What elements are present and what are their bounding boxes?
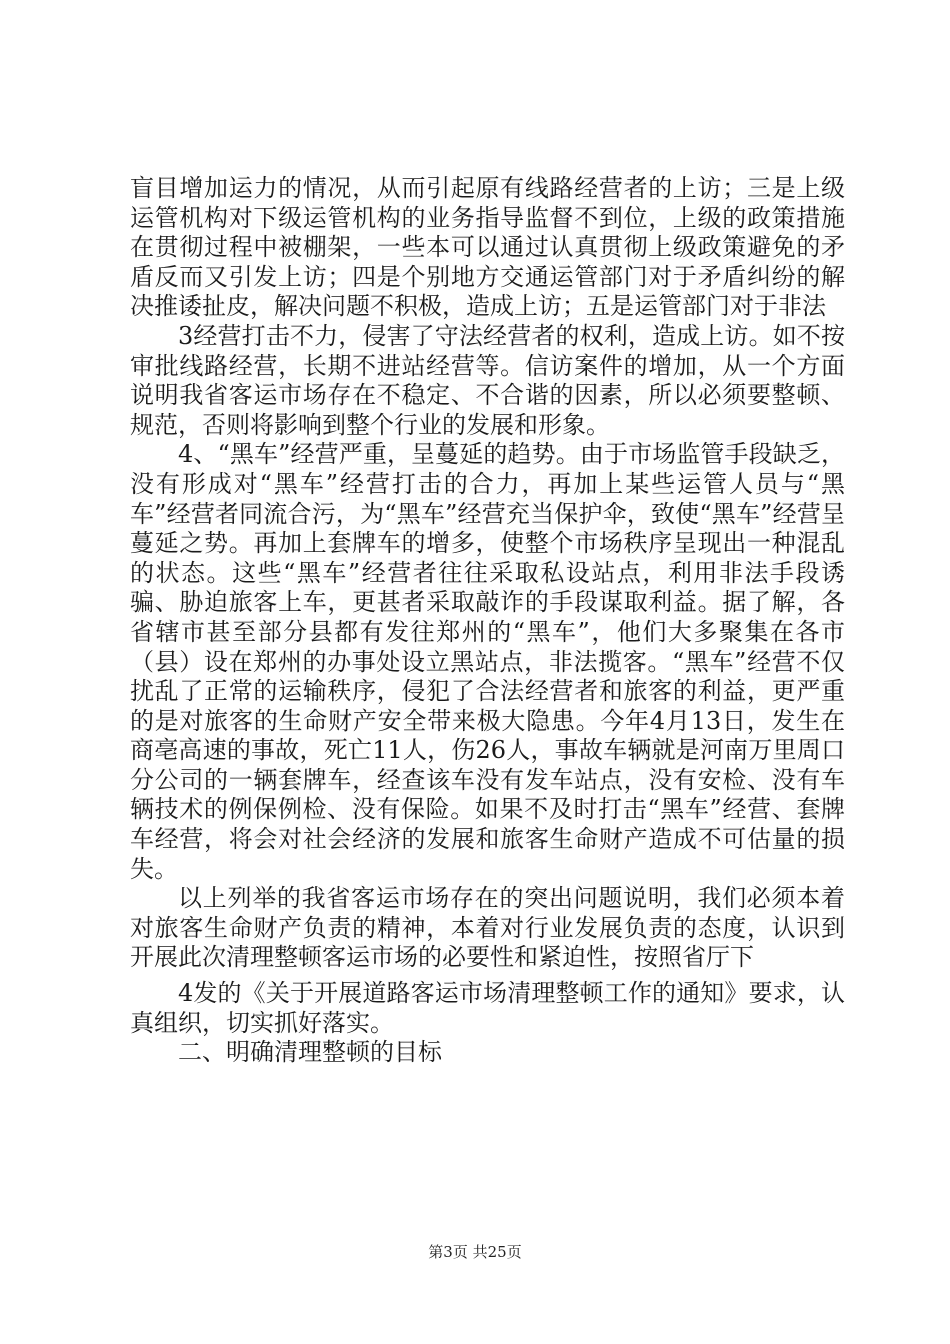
paragraph-notice: 4发的《关于开展道路客运市场清理整顿工作的通知》要求，认真组织，切实抓好落实。 bbox=[130, 979, 845, 1037]
paragraph-summary: 以上列举的我省客运市场存在的突出问题说明，我们必须本着对旅客生命财产负责的精神，本着对行业发展负责的态度，认识到开展此次清理整顿客运市场的必要性和紧迫性，按照省厅下 bbox=[130, 884, 845, 972]
document-body bbox=[130, 174, 845, 1068]
paragraph-continuation: 盲目增加运力的情况，从而引起原有线路经营者的上访；三是上级运管机构对下级运管机构的业务指导监督不到位，上级的政策措施在贯彻过程中被棚架，一些本可以通过认真贯彻上级政策避免的矛盾反而又引发上访；四是个别地方交通运管部门对于矛盾纠纷的解决推诿扯皮，解决问题不积极，造成上访；五是运管部门对于非法 bbox=[130, 174, 845, 321]
paragraph-black-car: 4、“黑车”经营严重，呈蔓延的趋势。由于市场监管手段缺乏，没有形成对“黑车”经营打击的合力，再加上某些运管人员与“黑车”经营者同流合污，为“黑车”经营充当保护伞，致使“黑车”经营呈蔓延之势。再加上套牌车的增多，使整个市场秩序呈现出一种混乱的状态。这些“黑车”经营者往往采取私设站点，利用非法手段诱骗、胁迫旅客上车，更甚者采取敲诈的手段谋取利益。据了解，各省辖市甚至部分县都有发往郑州的“黑车”，他们大多聚集在各市（县）设在郑州的办事处设立黑站点，非法揽客。“黑车”经营不仅扰乱了正常的运输秩序，侵犯了合法经营者和旅客的利益，更严重的是对旅客的生命财产安全带来极大隐患。今年4月13日，发生在商亳高速的事故，死亡11人，伤26人，事故车辆就是河南万里周口分公司的一辆套牌车，经查该车没有发车站点，没有安检、没有车辆技术的例保例检、没有保险。如果不及时打击“黑车”经营、套牌车经营，将会对社会经济的发展和旅客生命财产造成不可估量的损失。 bbox=[130, 440, 845, 883]
section-heading-goals: 二、明确清理整顿的目标 bbox=[178, 1038, 442, 1067]
paragraph-business-crackdown: 3经营打击不力，侵害了守法经营者的权利，造成上访。如不按审批线路经营，长期不进站经营等。信访案件的增加，从一个方面说明我省客运市场存在不稳定、不合谐的因素，所以必须要整顿、规范，否则将影响到整个行业的发展和形象。 bbox=[130, 321, 845, 439]
page-footer-number: 第3页 共25页 bbox=[428, 1243, 522, 1261]
